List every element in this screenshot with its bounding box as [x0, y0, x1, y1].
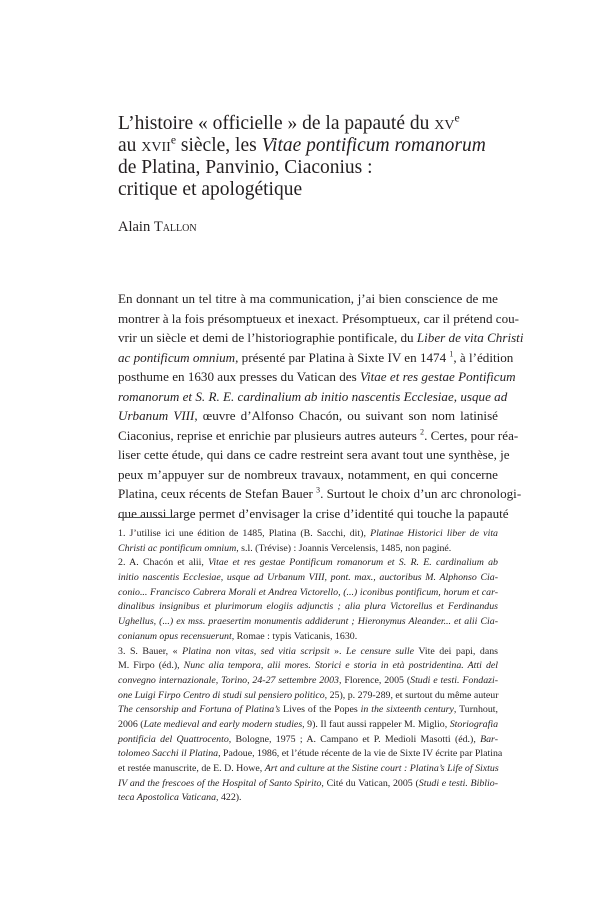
footnote-line: 2006 (Late medieval and early modern studies, 9). Il faut aussi rappeler M. Miglio, Storiografia — [118, 718, 499, 730]
footnote-line: conianum opus recensuerunt, Romae : typis Vaticanis, 1630. — [118, 630, 358, 642]
body-line: Ciaconius, reprise et enrichie par plusieurs autres auteurs $^2$. Certes, pour réa- — [118, 427, 519, 443]
footnote-ref: 3 — [316, 485, 321, 495]
article-title — [118, 113, 518, 201]
footnote-line: Christi ac pontificum omnium, s.l. (Trévise) : Joannis Vercelensis, 1485, non paginé. — [118, 542, 452, 554]
body-line: Platina, ceux récents de Stefan Bauer $^3$. Surtout le choix d’un arc chronologi- — [118, 485, 522, 501]
footnote-line: IV and the frescoes of the Hospital of Santo Spirito, Cité du Vatican, 2005 (Studi e testi. Biblio- — [118, 777, 498, 789]
footnote-line: M. Firpo (éd.), Nunc alia tempora, alii mores. Storici e storia in età postridentina. Atti del — [118, 660, 499, 672]
footnote-line: conio... Francisco Cabrera Morali et Andrea Victorello, (...) iconibus pontificum, horum et car- — [118, 586, 498, 598]
footnote-ref: 1 — [449, 349, 454, 359]
footnote-line: Ughellus, (...) ex mss. praesertim monumentis addiderunt ; Hieronymus Aleander... et alii Cia- — [118, 616, 498, 628]
footnote-line: 2. A. Chacón et alii, Vitae et res gestae Pontificum romanorum et S. R. E. cardinalium ab — [118, 557, 498, 569]
body-line: romanorum et S. R. E. cardinalium ab initio nascentis Ecclesiae, usque ad — [118, 388, 508, 404]
body-line: En donnant un tel titre à ma communication, j’ai bien conscience de me — [118, 291, 498, 306]
footnotes — [118, 527, 503, 806]
footnote-line: initio nascentis Ecclesiae, usque ad Urbanum VIII, pont. max., auctoribus M. Alphonso Cia- — [118, 572, 498, 584]
body-text — [118, 289, 524, 523]
title-line-2: au xvii$^e$ siècle, les Vitae pontificum romanorum — [118, 133, 486, 156]
title-line-1: L’histoire « officielle » de la papauté du $xv^e$ — [118, 111, 460, 134]
body-line: posthume en 1630 aux presses du Vatican des Vitae et res gestae Pontificum — [118, 369, 516, 384]
footnote-line: pontificia del Quattrocento, Bologne, 1975 ; A. Campano et P. Medioli Masotti (éd.), Bar- — [118, 733, 498, 745]
footnote-line: The censorship and Fortuna of Platina’s Lives of the Popes in the sixteenth century, Turnhout, — [118, 704, 498, 716]
footnote-line: convegno internazionale, Torino, 24-27 settembre 2003, Florence, 2005 (Studi e testi. Fondazi- — [118, 674, 499, 686]
title-line-4: critique et apologétique — [118, 179, 303, 200]
body-line: peux m’appuyer sur de nombreux travaux, notamment, en qui concerne — [118, 466, 498, 482]
footnote-line: teca Apostolica Vaticana, 422). — [118, 792, 242, 804]
footnote-line: one Luigi Firpo Centro di studi sul pensiero politico, 25), p. 279-289, et surtout du même auteur — [118, 689, 499, 701]
body-line: Urbanum VIII, œuvre d’Alfonso Chacón, ou suivant son nom latinisé — [118, 408, 498, 423]
body-line: vrir un siècle et demi de l’historiographie pontificale, du Liber de vita Christi — [118, 330, 524, 345]
footnote-line: tolomeo Sacchi il Platina, Padoue, 1986, et l’étude récente de la vie de Sixte IV écrite par Platina — [118, 748, 503, 760]
title-line-3: de Platina, Panvinio, Ciaconius : — [118, 157, 373, 178]
body-line: montrer à la fois présomptueux et inexact. Présomptueux, car il prétend cou- — [118, 310, 520, 326]
body-line: ac pontificum omnium, présenté par Platina à Sixte IV en 1474 $^1$, à l’édition — [118, 349, 514, 365]
body-line: que aussi large permet d’envisager la crise d’identité qui touche la papauté — [118, 505, 509, 521]
body-line: liser cette étude, qui dans ce cadre restreint sera avant tout une synthèse, je — [118, 447, 510, 462]
footnote-separator — [118, 517, 175, 518]
footnote-line: dinalibus insignibus et plurimorum elogiis adjunctis ; alia plura Victorellus et Ferdinandus — [118, 601, 498, 613]
author-name: Alain Tallon — [118, 219, 197, 235]
footnote-line: et restée manuscrite, de E. D. Howe, Art and culture at the Sistine court : Platina’s Life of Sixtus — [118, 763, 499, 774]
footnote-line: 1. J’utilise ici une édition de 1485, Platina (B. Sacchi, dit), Platinae Historici liber de vita — [118, 528, 498, 539]
footnote-ref: 2 — [420, 427, 425, 437]
footnote-line: 3. S. Bauer, « Platina non vitas, sed vitia scripsit ». Le censure sulle Vite dei papi, dans — [118, 645, 498, 657]
